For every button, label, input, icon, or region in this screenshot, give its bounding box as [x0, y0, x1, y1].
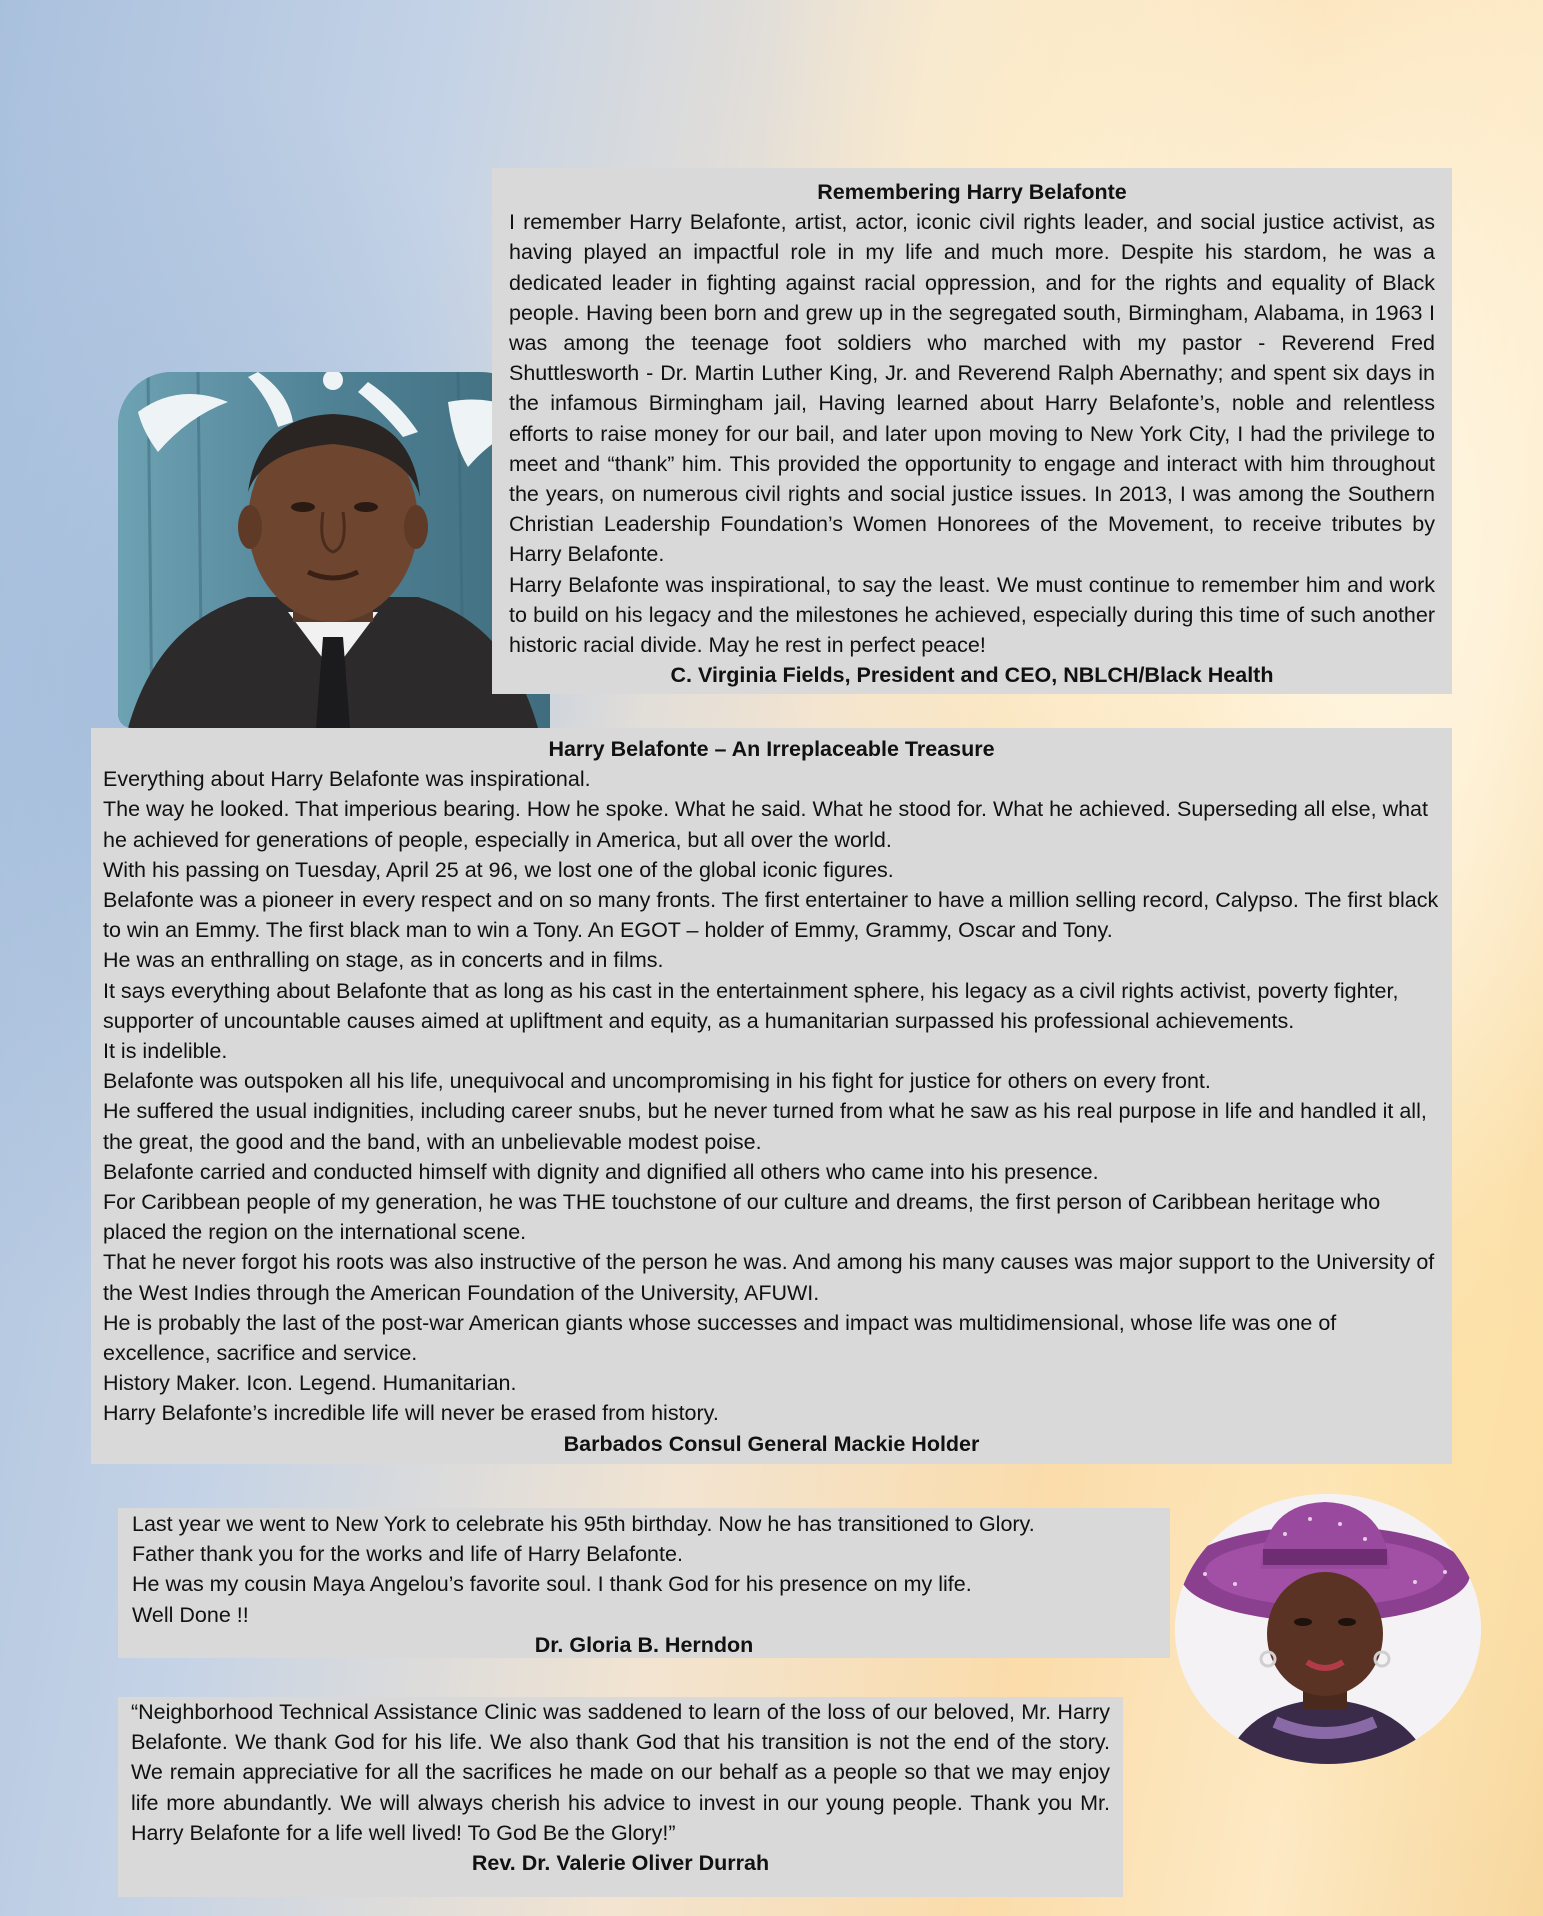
tribute-line: That he never forgot his roots was also instructive of the person he was. And among his many causes was major support to the University of the West Indies through the American Foundation of the University, AFUWI.	[103, 1250, 1435, 1305]
tribute-line: Father thank you for the works and life of Harry Belafonte.	[132, 1542, 683, 1567]
harry-belafonte-portrait	[118, 372, 550, 728]
tribute-signature: C. Virginia Fields, President and CEO, NBLCH/Black Health	[670, 663, 1274, 688]
tribute-signature: Dr. Gloria B. Herndon	[534, 1632, 754, 1657]
tribute-signature: Rev. Dr. Valerie Oliver Durrah	[471, 1851, 770, 1876]
section-title: Harry Belafonte – An Irreplaceable Treasure	[548, 737, 995, 761]
section-title: Remembering Harry Belafonte	[817, 180, 1127, 204]
tribute-line: Belafonte was a pioneer in every respect and on so many fronts. The first entertainer to have a million selling record, Calypso. The first black to win an Emmy. The first black man to win a Tony. An EGOT – holder of Emmy, Grammy, Oscar and Tony.	[103, 888, 1439, 943]
tribute-signature: Barbados Consul General Mackie Holder	[563, 1431, 980, 1456]
gloria-herndon-photo	[1175, 1494, 1481, 1764]
tribute-line: Well Done !!	[132, 1602, 249, 1627]
tribute-line: Everything about Harry Belafonte was inspirational.	[103, 767, 591, 792]
tribute-line: It is indelible.	[103, 1039, 228, 1064]
tribute-paragraph: I remember Harry Belafonte, artist, actor, iconic civil rights leader, and social justice activist, as having played an impactful role in my life and much more. Despite his stardom, he was a dedicated leader in fighting against racial oppression, and for the rights and equality of Black people. Having been born and grew up in the segregated south, Birmingham, Alabama, in 1963 I was among the teenage foot soldiers who marched with my pastor - Reverend Fred Shuttlesworth - Dr. Martin Luther King, Jr. and Reverend Ralph Abernathy; and spent six days in the infamous Birmingham jail, Having learned about Harry Belafonte’s, noble and relentless efforts to raise money for our bail, and later upon moving to New York City, I had the privilege to meet and “thank” him. This provided the opportunity to engage and interact with him throughout the years, on numerous civil rights and social justice issues. In 2013, I was among the Southern Christian Leadership Foundation’s Women Honorees of the Movement, to receive tributes by Harry Belafonte.	[509, 210, 1435, 567]
tribute-line: He was an enthralling on stage, as in concerts and in films.	[103, 948, 664, 973]
tribute-paragraph: “Neighborhood Technical Assistance Clinic was saddened to learn of the loss of our beloved, Mr. Harry Belafonte. We thank God for his life. We also thank God that his transition is not the end of the story. We remain appreciative for all the sacrifices he made on our behalf as a people so that we may enjoy life more abundantly. We will always cherish his advice to invest in our young people. Thank you Mr. Harry Belafonte for a life well lived! To God Be the Glory!”	[131, 1700, 1110, 1845]
harry-belafonte-photo	[118, 372, 550, 728]
tribute-panel-fields	[492, 168, 1452, 694]
tribute-line: The way he looked. That imperious bearing. How he spoke. What he said. What he stood for. What he achieved. Superseding all else, what he achieved for generations of people, especially in America, but all over the world.	[103, 797, 1428, 852]
tribute-line: He was my cousin Maya Angelou’s favorite soul. I thank God for his presence on my life.	[132, 1572, 972, 1597]
tribute-line: With his passing on Tuesday, April 25 at 96, we lost one of the global iconic figures.	[103, 857, 894, 882]
tribute-panel-durrah	[118, 1697, 1123, 1897]
tribute-line: History Maker. Icon. Legend. Humanitarian.	[103, 1371, 517, 1396]
tribute-line: Belafonte was outspoken all his life, unequivocal and uncompromising in his fight for justice for others on every front.	[103, 1069, 1211, 1094]
tribute-paragraph: Harry Belafonte was inspirational, to say the least. We must continue to remember him and work to build on his legacy and the milestones he achieved, especially during this time of such another historic racial divide. May he rest in perfect peace!	[509, 572, 1435, 658]
tribute-line: He is probably the last of the post-war American giants whose successes and impact was multidimensional, whose life was one of excellence, sacrifice and service.	[103, 1310, 1337, 1366]
tribute-line: It says everything about Belafonte that as long as his cast in the entertainment sphere, his legacy as a civil rights activist, poverty fighter, supporter of uncountable causes aimed at upliftment and equity, as a humanitarian surpassed his professional achievements.	[103, 978, 1399, 1033]
tribute-line: Harry Belafonte’s incredible life will never be erased from history.	[103, 1401, 719, 1426]
gloria-herndon-portrait	[1175, 1494, 1481, 1764]
tribute-line: Last year we went to New York to celebrate his 95th birthday. Now he has transitioned to Glory.	[132, 1512, 1035, 1536]
tribute-line: Belafonte carried and conducted himself with dignity and dignified all others who came into his presence.	[103, 1159, 1099, 1184]
tribute-panel-herndon	[118, 1508, 1170, 1658]
tribute-line: He suffered the usual indignities, including career snubs, but he never turned from what he saw as his real purpose in life and handled it all, the great, the good and the band, with an unbelievable modest poise.	[103, 1099, 1427, 1154]
tribute-panel-holder	[91, 728, 1452, 1464]
tribute-line: For Caribbean people of my generation, he was THE touchstone of our culture and dreams, the first person of Caribbean heritage who placed the region on the international scene.	[103, 1190, 1381, 1245]
